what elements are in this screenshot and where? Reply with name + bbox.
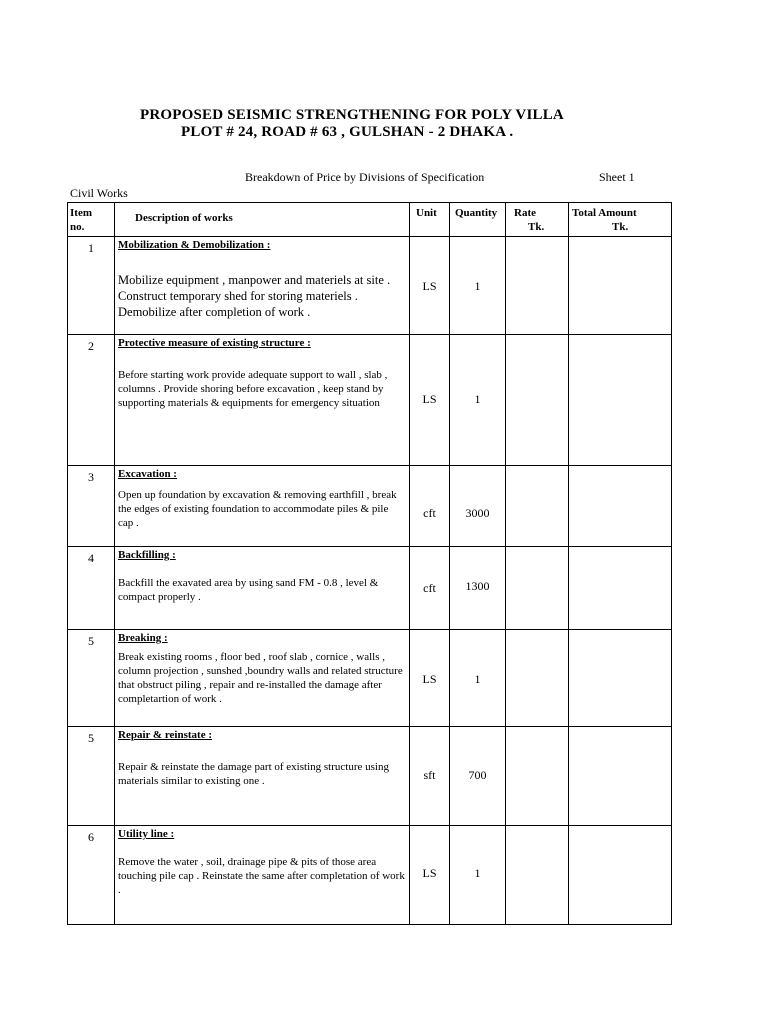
- item-rate: [506, 466, 569, 547]
- item-quantity: 1300: [450, 547, 506, 630]
- item-heading: Utility line :: [118, 828, 175, 840]
- item-no: 5: [68, 630, 115, 727]
- item-description: [115, 237, 410, 335]
- item-heading: Excavation :: [118, 468, 177, 480]
- item-total-amount: [569, 630, 672, 727]
- item-description: [115, 547, 410, 630]
- breakdown-caption: Breakdown of Price by Divisions of Specification: [245, 170, 485, 184]
- item-heading: Protective measure of existing structure :: [118, 337, 311, 349]
- table-row: [68, 547, 672, 630]
- item-heading: Mobilization & Demobilization :: [118, 239, 271, 251]
- item-total-amount: [569, 547, 672, 630]
- item-quantity: 1: [450, 335, 506, 466]
- header-rate: Rate Tk.: [506, 203, 569, 237]
- item-rate: [506, 547, 569, 630]
- item-description: [115, 630, 410, 727]
- item-no: 2: [68, 335, 115, 466]
- item-description: [115, 466, 410, 547]
- table-row: [68, 727, 672, 826]
- table-row: [68, 466, 672, 547]
- header-item-no: Item no.: [68, 203, 115, 237]
- document-subtitle: PLOT # 24, ROAD # 63 , GULSHAN - 2 DHAKA .: [181, 124, 514, 140]
- item-unit: LS: [410, 826, 450, 925]
- item-rate: [506, 826, 569, 925]
- item-total-amount: [569, 727, 672, 826]
- item-text: Backfill the exavated area by using sand FM - 0.8 , level & compact properly .: [118, 577, 379, 603]
- item-quantity: 3000: [450, 466, 506, 547]
- item-no: 5: [68, 727, 115, 826]
- header-quantity: Quantity: [450, 203, 506, 237]
- item-unit: cft: [410, 547, 450, 630]
- document-title: PROPOSED SEISMIC STRENGTHENING FOR POLY VILLA: [140, 107, 564, 123]
- item-text: Break existing rooms , floor bed , roof slab , cornice , walls , column projection , sunshed ,boundry walls and related structure that obstruct piling , repair and re-installed the damage after completartion of work .: [118, 651, 403, 705]
- item-unit: LS: [410, 630, 450, 727]
- item-total-amount: [569, 826, 672, 925]
- item-description: [115, 727, 410, 826]
- item-heading: Repair & reinstate :: [118, 729, 212, 741]
- item-rate: [506, 335, 569, 466]
- bill-of-quantities-table: [67, 202, 672, 925]
- item-description: [115, 826, 410, 925]
- table-row: [68, 826, 672, 925]
- item-quantity: 1: [450, 630, 506, 727]
- item-no: 3: [68, 466, 115, 547]
- item-heading: Breaking :: [118, 632, 168, 644]
- item-total-amount: [569, 335, 672, 466]
- item-text: Mobilize equipment , manpower and materiels at site . Construct temporary shed for storing materiels . Demobilize after completion of work .: [118, 273, 391, 319]
- table-row: [68, 630, 672, 727]
- item-unit: sft: [410, 727, 450, 826]
- item-text: Remove the water , soil, drainage pipe & pits of those area touching pile cap . Reinstate the same after completation of work .: [118, 856, 405, 896]
- item-unit: cft: [410, 466, 450, 547]
- item-rate: [506, 237, 569, 335]
- item-quantity: 1: [450, 237, 506, 335]
- item-unit: LS: [410, 335, 450, 466]
- item-total-amount: [569, 466, 672, 547]
- item-total-amount: [569, 237, 672, 335]
- section-label: Civil Works: [70, 186, 128, 200]
- table-row: [68, 335, 672, 466]
- sheet-number: Sheet 1: [599, 170, 635, 184]
- item-quantity: 1: [450, 826, 506, 925]
- item-text: Repair & reinstate the damage part of existing structure using materials similar to existing one .: [118, 761, 389, 787]
- item-description: [115, 335, 410, 466]
- item-unit: LS: [410, 237, 450, 335]
- item-heading: Backfilling :: [118, 549, 176, 561]
- item-rate: [506, 630, 569, 727]
- item-no: 4: [68, 547, 115, 630]
- header-description: Description of works: [115, 203, 410, 237]
- table-row: [68, 237, 672, 335]
- item-text: Before starting work provide adequate support to wall , slab , columns . Provide shoring before excavation , keep stand by supporting materials & equipments for emergency situation: [118, 369, 388, 409]
- item-no: 1: [68, 237, 115, 335]
- header-unit: Unit: [410, 203, 450, 237]
- table-header-row: [68, 203, 672, 237]
- item-text: Open up foundation by excavation & removing earthfill , break the edges of existing foundation to accommodate piles & pile cap .: [118, 489, 397, 529]
- header-total-amount: Total Amount Tk.: [569, 203, 672, 237]
- item-no: 6: [68, 826, 115, 925]
- item-quantity: 700: [450, 727, 506, 826]
- item-rate: [506, 727, 569, 826]
